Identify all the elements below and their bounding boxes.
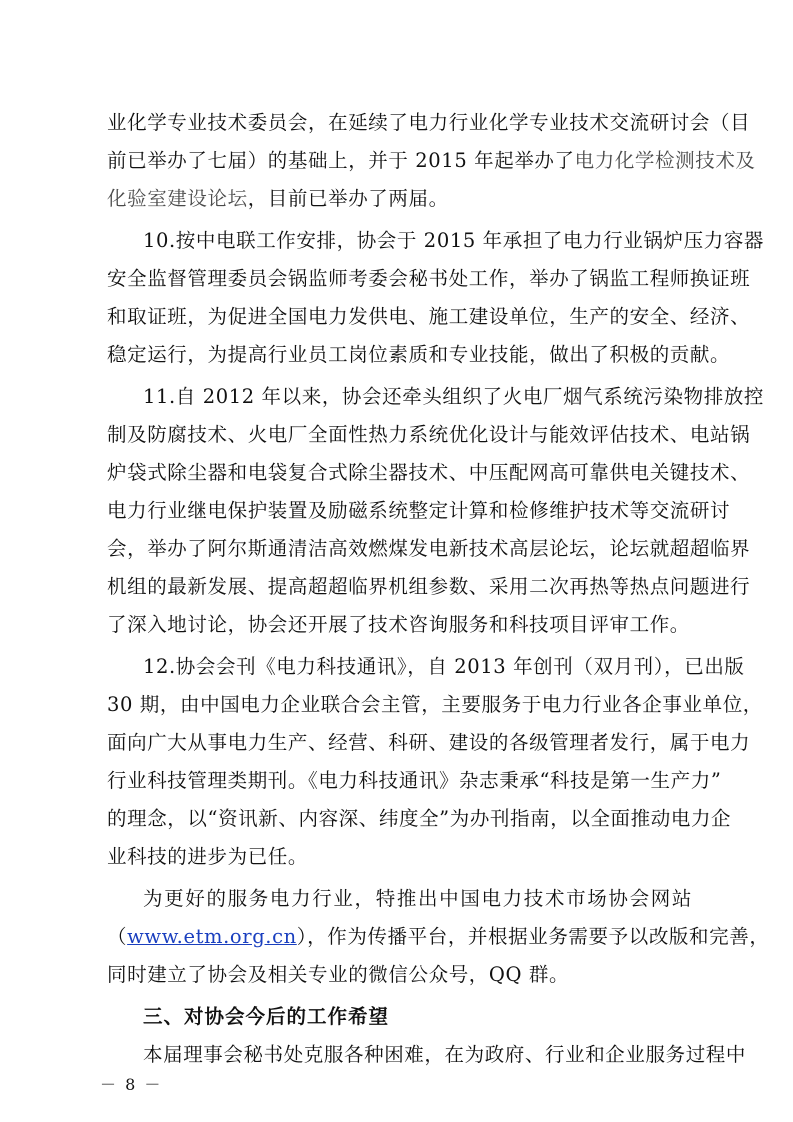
text-line: 稳定运行，为提高行业员工岗位素质和专业技能，做出了积极的贡献。 bbox=[107, 343, 731, 366]
website-link[interactable]: www.etm.org.cn bbox=[127, 925, 297, 948]
text-line: 行业科技管理类期刊。《电力科技通讯》杂志秉承“科技是第一生产力” bbox=[107, 769, 722, 792]
text-segment: ，目前已举办了两届。 bbox=[247, 187, 449, 210]
text-line: 制及防腐技术、火电厂全面性热力系统优化设计与能效评估技术、电站锅 bbox=[107, 423, 751, 446]
text-line bbox=[107, 180, 692, 218]
section-heading: 三、对协会今后的工作希望 bbox=[143, 1005, 390, 1028]
text-line: 和取证班，为促进全国电力发供电、施工建设单位，生产的安全、经济、 bbox=[107, 305, 751, 328]
text-line: 的理念，以“资讯新、内容深、纬度全”为办刊指南，以全面推动电力企 bbox=[107, 807, 732, 830]
text-line: 本届理事会秘书处克服各种困难，在为政府、行业和企业服务过程中 bbox=[143, 1043, 747, 1066]
text-segment: 前已举办了七届）的基础上，并于 2015 年起举办了 bbox=[107, 149, 575, 172]
text-line: 业科技的进步为已任。 bbox=[107, 845, 309, 868]
text-line: 业化学专业技术委员会，在延续了电力行业化学专业技术交流研讨会（目 bbox=[107, 111, 751, 134]
text-line: 电力行业继电保护装置及励磁系统整定计算和检修维护技术等交流研讨 bbox=[107, 499, 731, 522]
text-line: 30 期，由中国电力企业联合会主管，主要服务于电力行业各企事业单位， bbox=[107, 693, 763, 716]
text-line: 了深入地讨论，协会还开展了技术咨询服务和科技项目评审工作。 bbox=[107, 613, 690, 636]
text-line: 安全监督管理委员会锅监师考委会秘书处工作，举办了锅监工程师换证班 bbox=[107, 267, 751, 290]
text-line: 炉袋式除尘器和电袋复合式除尘器技术、中压配网高可靠供电关键技术、 bbox=[107, 461, 751, 484]
item-11-first-line: 11.自 2012 年以来，协会还牵头组织了火电厂烟气系统污染物排放控 bbox=[143, 385, 765, 408]
text-line bbox=[107, 142, 756, 180]
text-line: 机组的最新发展、提高超超临界机组参数、采用二次再热等热点问题进行 bbox=[107, 575, 751, 598]
item-10-first-line: 10.按中电联工作安排，协会于 2015 年承担了电力行业锅炉压力容器 bbox=[143, 229, 765, 252]
text-line: 会，举办了阿尔斯通清洁高效燃煤发电新技术高层论坛，论坛就超超临界 bbox=[107, 537, 751, 560]
highlighted-text: 化验室建设论坛 bbox=[107, 187, 248, 210]
website-first-line: 为更好的服务电力行业，特推出中国电力技术市场协会网站 bbox=[143, 887, 692, 910]
text-segment: （ bbox=[107, 925, 128, 948]
text-line bbox=[107, 918, 770, 956]
page-number: － 8 － bbox=[100, 1075, 163, 1094]
text-segment: ），作为传播平台，并根据业务需要予以改版和完善， bbox=[296, 925, 770, 948]
text-line: 同时建立了协会及相关专业的微信公众号，QQ 群。 bbox=[107, 963, 570, 986]
highlighted-text: 电力化学检测技术及 bbox=[574, 149, 756, 172]
text-line: 面向广大从事电力生产、经营、科研、建设的各级管理者发行，属于电力 bbox=[107, 731, 751, 754]
item-12-first-line: 12.协会会刊《电力科技通讯》，自 2013 年创刊（双月刊），已出版 bbox=[143, 655, 745, 678]
